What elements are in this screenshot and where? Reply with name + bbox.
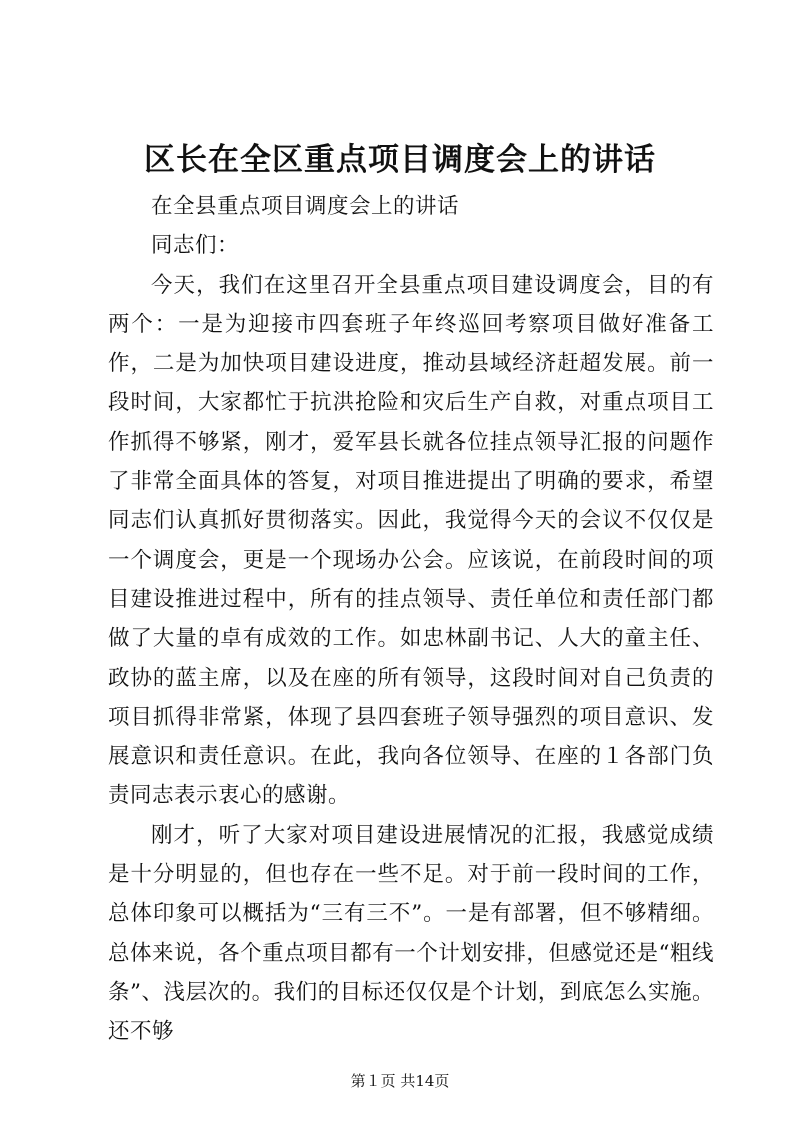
document-body	[108, 187, 714, 1052]
body-paragraph: 刚才，听了大家对项目建设进展情况的汇报，我感觉成绩是十分明显的，但也存在一些不足。对于前一段时间的工作，总体印象可以概括为“三有三不”。一是有部署，但不够精细。总体来说，各个重点项目都有一个计划安排，但感觉还是“粗线条”、浅层次的。我们的目标还仅仅是个计划，到底怎么实施。还不够	[108, 822, 714, 1045]
body-paragraph: 今天，我们在这里召开全县重点项目建设调度会，目的有两个：一是为迎接市四套班子年终巡回考察项目做好准备工作，二是为加快项目建设进度，推动县域经济赶超发展。前一段时间，大家都忙于抗洪抢险和灾后生产自救，对重点项目工作抓得不够紧，刚才，爱军县长就各位挂点领导汇报的问题作了非常全面具体的答复，对项目推进提出了明确的要求，希望同志们认真抓好贯彻落实。因此，我觉得今天的会议不仅仅是一个调度会，更是一个现场办公会。应该说，在前段时间的项目建设推进过程中，所有的挂点领导、责任单位和责任部门都做了大量的卓有成效的工作。如忠林副书记、人大的童主任、政协的蓝主席，以及在座的所有领导，这段时间对自己负责的项目抓得非常紧，体现了县四套班子领导强烈的项目意识、发展意识和责任意识。在此，我向各位领导、在座的１各部门负责同志表示衷心的感谢。	[108, 272, 714, 809]
subtitle-paragraph: 在全县重点项目调度会上的讲话	[151, 194, 460, 219]
page-number-footer: 第１页 共14页	[350, 1072, 450, 1090]
document-title: 区长在全区重点项目调度会上的讲话	[144, 142, 656, 178]
salutation-paragraph: 同志们：	[151, 233, 240, 259]
